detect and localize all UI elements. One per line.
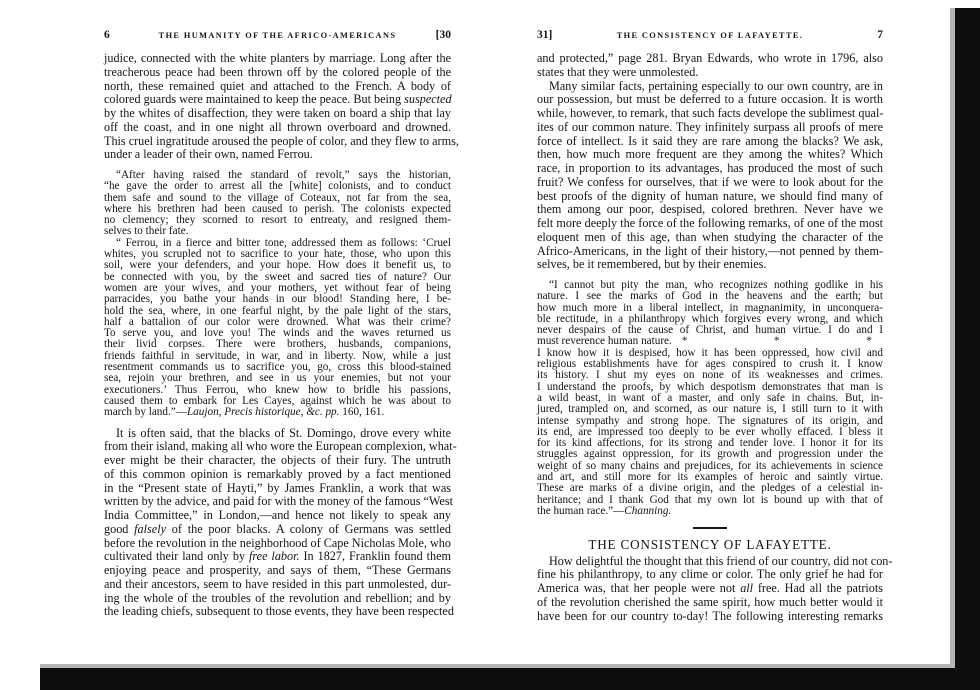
- text-line: religious establishments have for ages conspired to crush it. I know: [537, 358, 883, 371]
- section-heading: THE CONSISTENCY OF LAFAYETTE.: [588, 536, 832, 552]
- running-title: THE HUMANITY OF THE AFRICO-AMERICANS: [158, 31, 397, 40]
- text-line: To serve you, and love you! The winds and the waves returned us: [104, 327, 451, 340]
- text-line: “he gave the order to arrest all the [white] colonists, and to conduct: [104, 180, 451, 193]
- paragraph: [537, 52, 883, 80]
- running-title: THE CONSISTENCY OF LAFAYETTE.: [616, 31, 804, 40]
- text-line: struggles against oppression, for its growth and progression under the: [537, 448, 883, 461]
- text-line: for its kind affections, for its strong and tender love. I honor it for its: [537, 437, 883, 450]
- text-line: then, how much more frequent are they among the whites? Which: [537, 147, 883, 162]
- text-line: their livid corpses. There were brothers, husbands, companions,: [104, 338, 451, 351]
- text-line: march by land.”—Laujon, Precis historique, &c. pp. 160, 161.: [104, 406, 385, 419]
- text-line: of this common opinion is remarkably proved by a fact mentioned: [104, 466, 451, 481]
- text-line: This cruel ingratitude aroused the people of color, and they flew to arms,: [104, 133, 459, 148]
- text-line: north, these remained quiet and attached to the French. A body of: [104, 78, 451, 93]
- page-number: 7: [877, 29, 883, 41]
- text-line: nature. I see the marks of God in the heavens and the earth; but: [537, 290, 883, 303]
- text-line: half a battalion of our color were drowned. What was their crime?: [104, 315, 451, 328]
- text-segment: of the poor blacks. A colony of Germans was settled: [166, 521, 452, 536]
- text-line: ever might be their character, the objects of their fury. The untruth: [104, 453, 451, 468]
- text-segment: colored guards were maintained to keep the peace. But being: [104, 92, 405, 107]
- text-line: our possession, but must be deferred to a future occasion. It is worth: [537, 92, 883, 107]
- paragraph: [104, 51, 459, 162]
- text-line: caused them to embark for Les Cayes, against which he was about to: [104, 394, 451, 407]
- text-line: states that they were unmolested.: [537, 64, 699, 79]
- text-line: ites of our common nature. They infinitely surpass all proofs of mere: [537, 119, 883, 134]
- text-line: of the revolution cherished the same spirit, how much better would it: [537, 594, 883, 609]
- text-line: while, however, to remark, that such facts develope the sublimest qual-: [537, 106, 884, 120]
- text-line: how much more in a liberal intellect, in magnanimity, in unconquera-: [537, 301, 883, 314]
- text-line: fruit? We confess for ourselves, that if we were to look about for the: [537, 174, 883, 189]
- left-page-body: [104, 51, 459, 619]
- text-line: These are marks of a divine origin, and the pledges of a celestial in-: [537, 482, 883, 495]
- text-line: be connected with you, by the sweet and sacred ties of nature? Our: [104, 270, 451, 283]
- text-segment: the human race.”: [537, 504, 614, 517]
- text-line: off the coast, and in one night all thrown overboard and drowned.: [104, 119, 451, 134]
- text-segment: America was, that her people were not: [537, 581, 741, 596]
- right-page-body: [537, 51, 893, 623]
- text-line: and their ancestors, seem to have resided in this part unmolested, dur-: [104, 576, 451, 591]
- text-line: How delightful the thought that this friend of our country, did not con-: [549, 553, 893, 568]
- italic-text: free labor.: [248, 549, 300, 564]
- text-line: best proofs of the dignity of human nature, we should find many of: [537, 188, 883, 203]
- left-running-head: [104, 29, 451, 43]
- text-line: under a leader of their own, named Ferrou.: [104, 147, 313, 162]
- text-line: “After having raised the standard of revolt,” says the historian,: [116, 169, 451, 181]
- text-line: [104, 93, 451, 107]
- text-line: in the “Present state of Hayti,” by James Franklin, a work that was: [104, 480, 451, 495]
- text-line: intense sympathy and strong hope. The signatures of its origin, and: [537, 414, 883, 427]
- text-line: by the whites of disaffection, they were taken on board a ship that lay: [104, 106, 451, 120]
- text-line: a wild beast, in want of a master, and only safe in chains. But, in-: [537, 391, 883, 404]
- text-line: written by the advice, and paid for with the money of the famous “West: [104, 494, 453, 509]
- bracket-ref: [30: [435, 29, 451, 41]
- scan-border-right: [955, 8, 980, 690]
- text-line: selves to their fate.: [104, 225, 189, 238]
- italic-text: all: [740, 581, 754, 596]
- text-line: I know how it is despised, how it has been oppressed, how civil and: [537, 346, 883, 359]
- citation-dash: —: [175, 406, 187, 419]
- text-line: Many similar facts, pertaining especially to our own country, are in: [549, 78, 883, 93]
- text-line: [104, 523, 451, 537]
- italic-text: falsely: [134, 521, 166, 536]
- text-line: I understand the proofs, by which despotism demonstrates that man is: [537, 380, 883, 393]
- text-line: [537, 506, 883, 517]
- text-line: heritance; and I thank God that my own lot is bound up with that of: [537, 493, 883, 506]
- text-line: Africo-Americans, in the light of their history,—not penned by them-: [537, 243, 883, 258]
- italic-text: suspected: [404, 92, 452, 107]
- text-line: race, in proportion to its advantages, has produced the most of such: [537, 161, 883, 175]
- text-segment: march by land.”: [104, 406, 176, 419]
- text-line: “ Ferrou, in a fierce and bitter tone, addressed them as follows: ‘Cruel: [116, 236, 451, 249]
- text-line: hold the sea, where, in one fearful night, by the pale light of the stars,: [104, 304, 451, 317]
- text-line: executioners.’ Thus Ferrou, who knew how to bridle his passions,: [104, 383, 451, 396]
- page-edge-right: [950, 8, 955, 668]
- text-line: them among our poor, despised, colored brethren. Never have we: [537, 202, 883, 217]
- text-line: women are your wives, and your mothers, yet without fear of being: [104, 281, 451, 294]
- right-running-head: [537, 29, 883, 43]
- paragraph: [104, 425, 457, 620]
- text-line: resentment commands us to sacrifice you, go, cross this blood-stained: [104, 361, 451, 374]
- text-line: ing the whole of the troubles of the revolution and rebellion; and by: [104, 590, 451, 605]
- citation-pages: 160, 161.: [339, 406, 385, 419]
- page-number: 6: [104, 29, 110, 41]
- text-line: fine his philanthropy, to any clime or color. The only grief he had for: [537, 567, 883, 582]
- text-line: weight of so many chains and prejudices, for its achievements in science: [537, 459, 883, 472]
- text-segment: must reverence human nature.: [537, 335, 672, 348]
- text-line: It is often said, that the blacks of St. Domingo, drove every white: [116, 425, 451, 440]
- text-line: sea, rejoin your brethren, and see in us your enemies, but not your: [104, 372, 451, 385]
- text-line: judice, connected with the white planters by marriage. Long after the: [104, 51, 451, 65]
- text-line: and protected,” page 281. Bryan Edwards, who wrote in 1796, also: [537, 51, 883, 65]
- text-line: ble rectitude, in a philanthropy which forgives every wrong, and which: [537, 312, 883, 325]
- citation-dash: —: [613, 504, 625, 517]
- text-segment: In 1827, Franklin found them: [299, 549, 451, 564]
- bracket-ref: 31]: [537, 29, 553, 41]
- paragraph: [537, 553, 893, 624]
- text-line: [537, 582, 883, 596]
- text-line: its end, are impressed too deeply to be ever wholly effaced. I bless it: [537, 425, 883, 438]
- section-divider: [693, 527, 727, 529]
- star: *: [866, 335, 872, 348]
- text-line: no clemency; they scorned to resort to entreaty, and resigned them-: [104, 214, 451, 227]
- text-line: enjoying peace and prosperity, and says of them, “These Germans: [104, 563, 451, 578]
- scan-border-bottom: [40, 668, 955, 690]
- text-line: [104, 550, 451, 564]
- text-segment: free. Had all the patriots: [753, 581, 884, 596]
- text-line: felt more deeply the force of the following remarks, of one of the most: [537, 216, 883, 230]
- text-line: India Committee,” in London,—and hence not likely to speak any: [104, 508, 451, 523]
- block-quote: [104, 170, 451, 419]
- paragraph: [537, 80, 883, 273]
- star: *: [774, 335, 780, 348]
- text-line: force of intellect. Is it said they are rare among the blacks? We ask,: [537, 133, 883, 148]
- citation-author: Laujon: [186, 406, 219, 419]
- text-line: where his brethren had been caused to perish. The colonists expected: [104, 202, 451, 215]
- text-line: its history. I shut my eyes on none of its weaknesses and crimes.: [537, 369, 883, 382]
- text-line: parracides, you bathe your hands in our blood! Standing here, I be-: [104, 293, 451, 306]
- text-line: treacherous peace had been thrown off by the colored people of the: [104, 64, 451, 79]
- text-line: selves, be it remembered, but by their enemies.: [537, 257, 767, 272]
- text-line: the leading chiefs, subsequent to those events, they have been respected: [104, 604, 454, 619]
- text-line: eloquent men of this age, than when studying the character of the: [537, 229, 883, 244]
- text-line: friends faithful in servitude, in war, and in liberty. Now, while a just: [104, 349, 451, 362]
- text-segment: good: [104, 521, 135, 536]
- text-line: have been for our country to-day! The following interesting remarks: [537, 608, 883, 623]
- text-line: whites, you scrupled not to sacrifice to your hate, those, who upon this: [104, 248, 451, 261]
- text-line: never despairs of the cause of Christ, and human virtue. I do and I: [537, 324, 883, 337]
- text-line: soil, were your defenders, and your hope. How does it benefit us, to: [104, 259, 451, 272]
- star: *: [681, 335, 688, 348]
- text-line: and art, and still more for its examples of heroic and saintly virtue.: [537, 471, 883, 484]
- text-line: jured, trampled on, and scorned, as our nature is, I still turn to it with: [537, 403, 883, 416]
- text-segment: cultivated their land only by: [104, 549, 249, 564]
- text-line: “I cannot but pity the man, who recognizes nothing godlike in his: [549, 279, 883, 291]
- text-line: them safe and sound to the village of Coteaux, not far from the sea,: [104, 191, 451, 204]
- text-line: from their island, making all who wore the European complexion, what-: [104, 439, 457, 454]
- citation-work: Precis historique, &c. pp.: [224, 406, 340, 419]
- block-quote: [537, 280, 883, 517]
- citation-author: Channing.: [624, 504, 672, 517]
- text-line: before the revolution in the neighborhood of Cape Nicholas Mole, who: [104, 535, 451, 550]
